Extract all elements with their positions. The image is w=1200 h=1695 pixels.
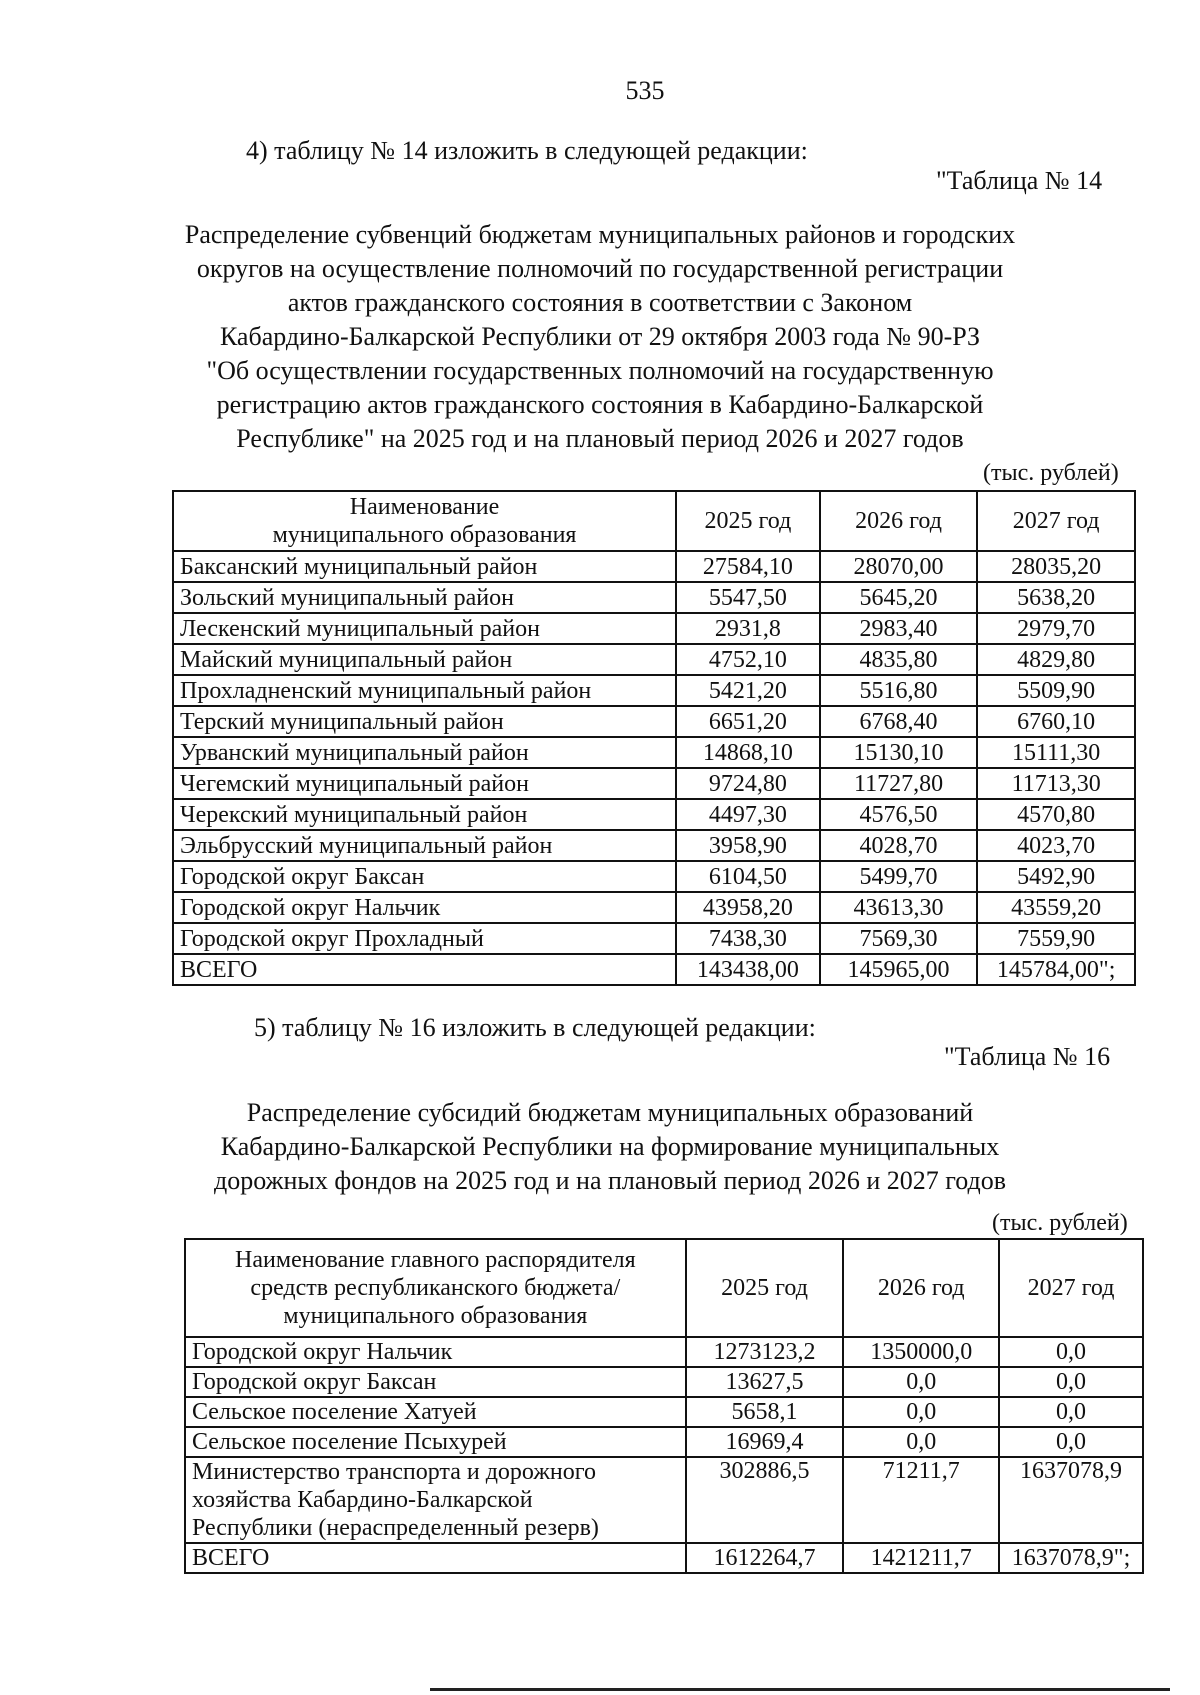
value-2026: 0,0 — [843, 1427, 999, 1457]
value-2026: 5645,20 — [820, 582, 978, 613]
value-2025: 5658,1 — [686, 1397, 844, 1427]
total-label: ВСЕГО — [173, 954, 676, 985]
section14-units: (тыс. рублей) — [983, 460, 1119, 486]
value-2027: 11713,30 — [977, 768, 1135, 799]
header-2027: 2027 год — [999, 1239, 1143, 1337]
section16-units: (тыс. рублей) — [992, 1210, 1128, 1236]
scan-edge-line — [430, 1688, 1170, 1691]
table-row — [185, 1457, 1143, 1543]
value-2027: 7559,90 — [977, 923, 1135, 954]
row-name: Городской округ Баксан — [173, 861, 676, 892]
row-name: Черекский муниципальный район — [173, 799, 676, 830]
row-name: Городской округ Нальчик — [173, 892, 676, 923]
value-2026: 4028,70 — [820, 830, 978, 861]
total-2025: 1612264,7 — [686, 1543, 844, 1573]
header-2027: 2027 год — [977, 491, 1135, 551]
value-2025: 9724,80 — [676, 768, 820, 799]
header-2026: 2026 год — [820, 491, 978, 551]
page-number: 535 — [625, 76, 665, 105]
total-2027: 145784,00"; — [977, 954, 1135, 985]
table-total-row — [185, 1543, 1143, 1573]
value-2025: 16969,4 — [686, 1427, 844, 1457]
value-2026: 5516,80 — [820, 675, 978, 706]
table-row — [185, 1337, 1143, 1367]
section14-title-line: регистрацию актов гражданского состояния в Кабардино-Балкарской — [216, 390, 984, 419]
header-name-line: Наименование главного распорядителя — [235, 1247, 636, 1273]
value-2025: 302886,5 — [686, 1457, 844, 1543]
value-2026: 43613,30 — [820, 892, 978, 923]
value-2025: 43958,20 — [676, 892, 820, 923]
value-2027: 5509,90 — [977, 675, 1135, 706]
section16-title-line: Распределение субсидий бюджетам муниципальных образований — [246, 1098, 974, 1127]
row-name: Эльбрусский муниципальный район — [173, 830, 676, 861]
table-row — [173, 613, 1135, 644]
value-2026: 71211,7 — [843, 1457, 999, 1543]
total-2027: 1637078,9"; — [999, 1543, 1143, 1573]
value-2025: 5547,50 — [676, 582, 820, 613]
table-row — [173, 551, 1135, 582]
value-2025: 2931,8 — [676, 613, 820, 644]
row-name: Терский муниципальный район — [173, 706, 676, 737]
row-name: Сельское поселение Хатуей — [185, 1397, 686, 1427]
value-2025: 7438,30 — [676, 923, 820, 954]
section14-title-line: Распределение субвенций бюджетам муниципальных районов и городских — [184, 220, 1016, 249]
section16-title — [160, 1096, 1060, 1198]
value-2026: 4576,50 — [820, 799, 978, 830]
value-2026: 1350000,0 — [843, 1337, 999, 1367]
table-row — [173, 923, 1135, 954]
value-2025: 6651,20 — [676, 706, 820, 737]
section16-intro: 5) таблицу № 16 изложить в следующей редакции: — [254, 1013, 816, 1042]
table-header-row — [173, 491, 1135, 551]
value-2027: 5492,90 — [977, 861, 1135, 892]
table-row — [173, 799, 1135, 830]
row-name-line: Министерство транспорта и дорожного — [192, 1459, 596, 1485]
row-name-line: хозяйства Кабардино-Балкарской — [192, 1487, 533, 1513]
value-2027: 15111,30 — [977, 737, 1135, 768]
table-row — [173, 582, 1135, 613]
table-row — [173, 675, 1135, 706]
value-2027: 4570,80 — [977, 799, 1135, 830]
value-2027: 2979,70 — [977, 613, 1135, 644]
section14-title-line: актов гражданского состояния в соответствии с Законом — [287, 288, 913, 317]
row-name: Зольский муниципальный район — [173, 582, 676, 613]
section16-table-label: "Таблица № 16 — [944, 1042, 1111, 1071]
row-name: Чегемский муниципальный район — [173, 768, 676, 799]
row-name: Баксанский муниципальный район — [173, 551, 676, 582]
row-name: Городской округ Прохладный — [173, 923, 676, 954]
header-name-line: Наименование — [349, 494, 500, 520]
section16-title-line: дорожных фондов на 2025 год и на плановый период 2026 и 2027 годов — [213, 1166, 1007, 1195]
header-2026: 2026 год — [843, 1239, 999, 1337]
value-2027: 1637078,9 — [999, 1457, 1143, 1543]
row-name: Урванский муниципальный район — [173, 737, 676, 768]
value-2026: 0,0 — [843, 1397, 999, 1427]
value-2026: 11727,80 — [820, 768, 978, 799]
table-total-row — [173, 954, 1135, 985]
table-row — [173, 830, 1135, 861]
section14-intro: 4) таблицу № 14 изложить в следующей редакции: — [246, 136, 808, 165]
section14-table — [172, 490, 1136, 986]
value-2025: 13627,5 — [686, 1367, 844, 1397]
section14-title-line: Республике" на 2025 год и на плановый период 2026 и 2027 годов — [236, 424, 964, 453]
value-2025: 1273123,2 — [686, 1337, 844, 1367]
table-row — [185, 1367, 1143, 1397]
value-2025: 5421,20 — [676, 675, 820, 706]
section14-title-line: Кабардино-Балкарской Республики от 29 октября 2003 года № 90-РЗ — [219, 322, 981, 351]
value-2027: 4829,80 — [977, 644, 1135, 675]
row-name: Прохладненский муниципальный район — [173, 675, 676, 706]
value-2027: 0,0 — [999, 1367, 1143, 1397]
table-header-row — [185, 1239, 1143, 1337]
value-2027: 0,0 — [999, 1427, 1143, 1457]
value-2026: 15130,10 — [820, 737, 978, 768]
value-2026: 7569,30 — [820, 923, 978, 954]
section14-table-label: "Таблица № 14 — [936, 166, 1103, 195]
header-name-line: муниципального образования — [272, 522, 577, 548]
table-row — [185, 1397, 1143, 1427]
value-2027: 4023,70 — [977, 830, 1135, 861]
value-2025: 6104,50 — [676, 861, 820, 892]
value-2025: 14868,10 — [676, 737, 820, 768]
header-name-line: средств республиканского бюджета/ — [250, 1275, 621, 1301]
value-2026: 2983,40 — [820, 613, 978, 644]
total-2026: 145965,00 — [820, 954, 978, 985]
value-2027: 0,0 — [999, 1397, 1143, 1427]
section14-title — [150, 218, 1050, 456]
section16-table — [184, 1238, 1144, 1574]
row-name — [185, 1457, 686, 1543]
row-name: Сельское поселение Псыхурей — [185, 1427, 686, 1457]
row-name: Лескенский муниципальный район — [173, 613, 676, 644]
value-2027: 43559,20 — [977, 892, 1135, 923]
total-2026: 1421211,7 — [843, 1543, 999, 1573]
total-2025: 143438,00 — [676, 954, 820, 985]
table-row — [173, 644, 1135, 675]
value-2025: 4752,10 — [676, 644, 820, 675]
table-row — [185, 1427, 1143, 1457]
row-name: Городской округ Нальчик — [185, 1337, 686, 1367]
header-name — [173, 491, 676, 551]
section14-title-line: "Об осуществлении государственных полномочий на государственную — [206, 356, 994, 385]
value-2026: 28070,00 — [820, 551, 978, 582]
value-2025: 27584,10 — [676, 551, 820, 582]
header-2025: 2025 год — [676, 491, 820, 551]
table-row — [173, 861, 1135, 892]
header-2025: 2025 год — [686, 1239, 844, 1337]
value-2027: 6760,10 — [977, 706, 1135, 737]
section14-title-line: округов на осуществление полномочий по государственной регистрации — [196, 254, 1004, 283]
value-2027: 5638,20 — [977, 582, 1135, 613]
header-name-line: муниципального образования — [283, 1303, 588, 1329]
value-2025: 4497,30 — [676, 799, 820, 830]
table-row — [173, 768, 1135, 799]
total-label: ВСЕГО — [185, 1543, 686, 1573]
row-name: Городской округ Баксан — [185, 1367, 686, 1397]
value-2026: 4835,80 — [820, 644, 978, 675]
value-2027: 0,0 — [999, 1337, 1143, 1367]
value-2025: 3958,90 — [676, 830, 820, 861]
value-2026: 0,0 — [843, 1367, 999, 1397]
value-2027: 28035,20 — [977, 551, 1135, 582]
table-row — [173, 892, 1135, 923]
row-name-line: Республики (нераспределенный резерв) — [192, 1515, 599, 1541]
header-name — [185, 1239, 686, 1337]
table-row — [173, 706, 1135, 737]
row-name: Майский муниципальный район — [173, 644, 676, 675]
value-2026: 6768,40 — [820, 706, 978, 737]
value-2026: 5499,70 — [820, 861, 978, 892]
table-row — [173, 737, 1135, 768]
section16-title-line: Кабардино-Балкарской Республики на формирование муниципальных — [220, 1132, 1000, 1161]
